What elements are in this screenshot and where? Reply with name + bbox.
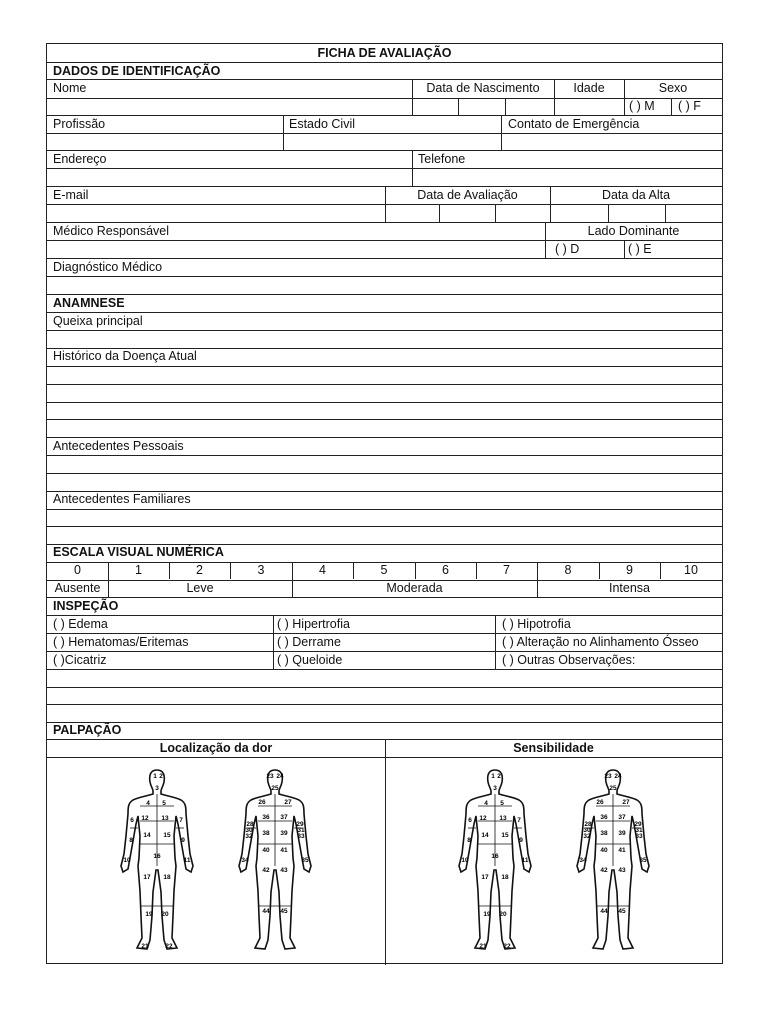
label-historico: Histórico da Doença Atual bbox=[53, 349, 197, 363]
label-lado-dominante: Lado Dominante bbox=[587, 224, 680, 238]
scale-number[interactable]: 6 bbox=[442, 563, 449, 577]
label-telefone: Telefone bbox=[418, 152, 466, 166]
checkbox-hipertrofia[interactable]: ( ) Hipertrofia bbox=[277, 617, 350, 631]
body-region-number: 15 bbox=[163, 832, 171, 839]
body-region-number: 18 bbox=[501, 874, 509, 881]
body-region-number: 29 bbox=[634, 821, 642, 828]
scale-number[interactable]: 1 bbox=[135, 563, 142, 577]
checkbox-cicatriz[interactable]: ( )Cicatriz bbox=[53, 653, 107, 667]
body-region-number: 31 bbox=[635, 827, 643, 834]
body-region-number: 38 bbox=[262, 830, 270, 837]
body-region-number: 20 bbox=[161, 911, 169, 918]
scale-number[interactable]: 3 bbox=[257, 563, 265, 577]
evaluation-form bbox=[46, 43, 723, 964]
body-region-number: 16 bbox=[491, 853, 499, 860]
checkbox-outras-observacoes[interactable]: ( ) Outras Observações: bbox=[502, 653, 636, 667]
label-queixa: Queixa principal bbox=[53, 314, 143, 328]
scale-number[interactable]: 5 bbox=[380, 563, 388, 577]
form-title: FICHA DE AVALIAÇÃO bbox=[317, 46, 452, 60]
label-medico: Médico Responsável bbox=[53, 224, 170, 238]
body-front-right[interactable] bbox=[455, 766, 535, 956]
body-region-number: 43 bbox=[280, 867, 288, 874]
body-region-number: 19 bbox=[145, 911, 153, 918]
body-region-number: 9 bbox=[181, 837, 185, 844]
body-region-number: 27 bbox=[284, 799, 292, 806]
body-front-left[interactable] bbox=[117, 766, 197, 956]
body-region-number: 14 bbox=[143, 832, 151, 839]
section-identificacao: DADOS DE IDENTIFICAÇÃO bbox=[53, 64, 221, 78]
body-region-number: 23 bbox=[266, 773, 274, 780]
body-region-number: 32 bbox=[583, 833, 591, 840]
section-escala: ESCALA VISUAL NUMÉRICA bbox=[53, 545, 224, 559]
body-region-number: 35 bbox=[639, 857, 647, 864]
body-region-number: 11 bbox=[183, 857, 191, 864]
body-region-number: 6 bbox=[468, 817, 472, 824]
section-anamnese: ANAMNESE bbox=[53, 296, 125, 310]
body-region-number: 11 bbox=[521, 857, 529, 864]
label-data-alta: Data da Alta bbox=[601, 188, 671, 202]
body-region-number: 28 bbox=[246, 821, 254, 828]
scale-number[interactable]: 8 bbox=[564, 563, 572, 577]
body-region-number: 8 bbox=[467, 837, 471, 844]
body-region-number: 41 bbox=[280, 847, 288, 854]
scale-label-ausente: Ausente bbox=[54, 581, 101, 595]
body-region-number: 25 bbox=[271, 785, 279, 792]
body-region-number: 21 bbox=[479, 943, 487, 950]
scale-label-intensa: Intensa bbox=[608, 581, 650, 595]
scale-number[interactable]: 2 bbox=[196, 563, 203, 577]
checkbox-queloide[interactable]: ( ) Queloide bbox=[277, 653, 343, 667]
body-region-number: 43 bbox=[618, 867, 626, 874]
scale-label-moderada: Moderada bbox=[386, 581, 443, 595]
body-region-number: 12 bbox=[141, 815, 149, 822]
body-region-number: 15 bbox=[501, 832, 509, 839]
body-region-number: 9 bbox=[519, 837, 523, 844]
checkbox-hipotrofia[interactable]: ( ) Hipotrofia bbox=[502, 617, 571, 631]
body-region-number: 23 bbox=[604, 773, 612, 780]
body-region-number: 20 bbox=[499, 911, 507, 918]
body-back-right[interactable] bbox=[573, 766, 653, 956]
body-region-number: 42 bbox=[600, 867, 608, 874]
body-region-number: 17 bbox=[481, 874, 489, 881]
body-region-number: 7 bbox=[517, 817, 521, 824]
body-region-number: 37 bbox=[618, 814, 626, 821]
label-antecedentes-familiares: Antecedentes Familiares bbox=[53, 492, 191, 506]
body-region-number: 2 bbox=[159, 773, 163, 780]
body-region-number: 40 bbox=[262, 847, 270, 854]
body-region-number: 34 bbox=[579, 857, 587, 864]
label-diagnostico: Diagnóstico Médico bbox=[53, 260, 163, 274]
scale-number[interactable]: 10 bbox=[684, 563, 698, 577]
body-region-number: 25 bbox=[609, 785, 617, 792]
body-region-number: 30 bbox=[245, 827, 253, 834]
scale-number[interactable]: 9 bbox=[626, 563, 633, 577]
body-region-number: 16 bbox=[153, 853, 161, 860]
checkbox-alinhamento-osseo[interactable]: ( ) Alteração no Alinhamento Ósseo bbox=[502, 635, 699, 649]
checkbox-derrame[interactable]: ( ) Derrame bbox=[277, 635, 341, 649]
body-region-number: 4 bbox=[484, 800, 488, 807]
body-region-number: 31 bbox=[297, 827, 305, 834]
checkbox-sexo-f[interactable]: ( ) F bbox=[678, 99, 701, 113]
body-region-number: 24 bbox=[614, 773, 622, 780]
body-region-number: 24 bbox=[276, 773, 284, 780]
label-profissao: Profissão bbox=[53, 117, 106, 131]
body-region-number: 44 bbox=[262, 908, 270, 915]
label-contato-emergencia: Contato de Emergência bbox=[508, 117, 640, 131]
scale-number[interactable]: 7 bbox=[503, 563, 510, 577]
label-idade: Idade bbox=[573, 81, 605, 95]
body-region-number: 7 bbox=[179, 817, 183, 824]
body-region-number: 33 bbox=[297, 833, 305, 840]
body-region-number: 8 bbox=[129, 837, 133, 844]
body-region-number: 38 bbox=[600, 830, 608, 837]
checkbox-hematomas[interactable]: ( ) Hematomas/Eritemas bbox=[53, 635, 189, 649]
checkbox-edema[interactable]: ( ) Edema bbox=[53, 617, 108, 631]
body-region-number: 35 bbox=[301, 857, 309, 864]
body-region-number: 14 bbox=[481, 832, 489, 839]
body-region-number: 17 bbox=[143, 874, 151, 881]
body-region-number: 41 bbox=[618, 847, 626, 854]
body-region-number: 44 bbox=[600, 908, 608, 915]
checkbox-sexo-m[interactable]: ( ) M bbox=[629, 99, 655, 113]
body-region-number: 3 bbox=[493, 785, 497, 792]
label-data-nascimento: Data de Nascimento bbox=[426, 81, 540, 95]
label-nome: Nome bbox=[53, 81, 87, 95]
label-email: E-mail bbox=[53, 188, 89, 202]
body-region-number: 42 bbox=[262, 867, 270, 874]
body-region-number: 37 bbox=[280, 814, 288, 821]
body-region-number: 45 bbox=[280, 908, 288, 915]
body-region-number: 45 bbox=[618, 908, 626, 915]
body-region-number: 36 bbox=[262, 814, 270, 821]
label-data-avaliacao: Data de Avaliação bbox=[417, 188, 518, 202]
body-region-number: 34 bbox=[241, 857, 249, 864]
body-region-number: 21 bbox=[141, 943, 149, 950]
checkbox-lado-d[interactable]: ( ) D bbox=[555, 242, 580, 256]
body-region-number: 32 bbox=[245, 833, 253, 840]
body-region-number: 28 bbox=[584, 821, 592, 828]
body-region-number: 40 bbox=[600, 847, 608, 854]
scale-number[interactable]: 4 bbox=[319, 563, 326, 577]
scale-number[interactable]: 0 bbox=[74, 563, 81, 577]
label-endereco: Endereço bbox=[53, 152, 107, 166]
body-region-number: 1 bbox=[153, 773, 157, 780]
label-estado-civil: Estado Civil bbox=[289, 117, 355, 131]
body-region-number: 18 bbox=[163, 874, 171, 881]
body-region-number: 13 bbox=[499, 815, 507, 822]
body-region-number: 36 bbox=[600, 814, 608, 821]
body-region-number: 29 bbox=[296, 821, 304, 828]
body-region-number: 5 bbox=[162, 800, 166, 807]
body-region-number: 1 bbox=[491, 773, 495, 780]
body-region-number: 13 bbox=[161, 815, 169, 822]
body-region-number: 3 bbox=[155, 785, 159, 792]
body-region-number: 19 bbox=[483, 911, 491, 918]
body-region-number: 12 bbox=[479, 815, 487, 822]
body-region-number: 4 bbox=[146, 800, 150, 807]
body-region-number: 10 bbox=[461, 857, 469, 864]
checkbox-lado-e[interactable]: ( ) E bbox=[628, 242, 652, 256]
label-sexo: Sexo bbox=[658, 81, 688, 95]
section-inspecao: INSPEÇÃO bbox=[53, 599, 119, 613]
scale-label-leve: Leve bbox=[186, 581, 214, 595]
body-region-number: 27 bbox=[622, 799, 630, 806]
header-sensibilidade: Sensibilidade bbox=[513, 741, 594, 755]
body-region-number: 10 bbox=[123, 857, 131, 864]
body-region-number: 22 bbox=[165, 943, 173, 950]
body-region-number: 5 bbox=[500, 800, 504, 807]
body-region-number: 22 bbox=[503, 943, 511, 950]
header-localizacao-dor: Localização da dor bbox=[159, 741, 273, 755]
body-back-left[interactable] bbox=[235, 766, 315, 956]
label-antecedentes-pessoais: Antecedentes Pessoais bbox=[53, 439, 184, 453]
body-region-number: 26 bbox=[258, 799, 266, 806]
body-region-number: 26 bbox=[596, 799, 604, 806]
body-region-number: 39 bbox=[618, 830, 626, 837]
body-region-number: 6 bbox=[130, 817, 134, 824]
body-region-number: 2 bbox=[497, 773, 501, 780]
body-region-number: 39 bbox=[280, 830, 288, 837]
section-palpacao: PALPAÇÃO bbox=[53, 723, 122, 737]
body-region-number: 30 bbox=[583, 827, 591, 834]
body-region-number: 33 bbox=[635, 833, 643, 840]
